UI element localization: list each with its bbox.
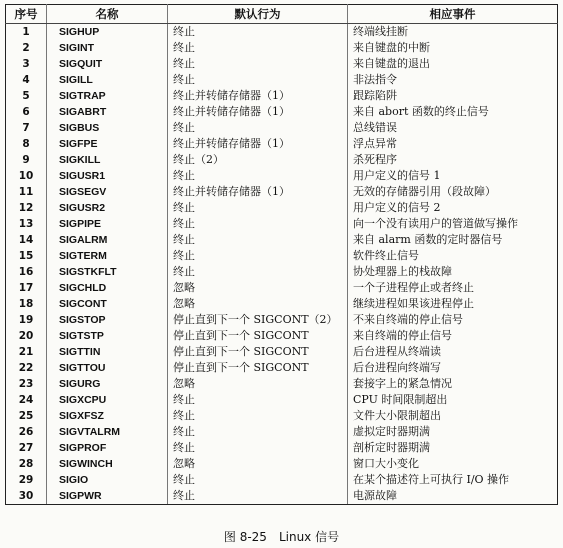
signal-name: SIGUSR1 bbox=[47, 168, 168, 184]
default-action: 终止（2） bbox=[168, 152, 348, 168]
signal-event: 来自 alarm 函数的定时器信号 bbox=[348, 232, 558, 248]
signal-name: SIGQUIT bbox=[47, 56, 168, 72]
signal-number: 14 bbox=[6, 232, 47, 248]
signal-event: 窗口大小变化 bbox=[348, 456, 558, 472]
default-action: 终止并转储存储器（1） bbox=[168, 104, 348, 120]
signal-name: SIGTRAP bbox=[47, 88, 168, 104]
signal-number: 13 bbox=[6, 216, 47, 232]
default-action: 终止并转储存储器（1） bbox=[168, 184, 348, 200]
default-action: 终止并转储存储器（1） bbox=[168, 88, 348, 104]
default-action: 终止 bbox=[168, 120, 348, 136]
default-action: 终止并转储存储器（1） bbox=[168, 136, 348, 152]
signal-event: 不来自终端的停止信号 bbox=[348, 312, 558, 328]
linux-signals-table bbox=[5, 4, 558, 505]
default-action: 终止 bbox=[168, 200, 348, 216]
signal-event: 来自键盘的退出 bbox=[348, 56, 558, 72]
table-row bbox=[6, 328, 558, 344]
table-row bbox=[6, 424, 558, 440]
signal-event: 一个子进程停止或者终止 bbox=[348, 280, 558, 296]
signal-name: SIGPWR bbox=[47, 488, 168, 505]
signal-event: 软件终止信号 bbox=[348, 248, 558, 264]
signal-number: 17 bbox=[6, 280, 47, 296]
signal-event: 无效的存储器引用（段故障） bbox=[348, 184, 558, 200]
table-row bbox=[6, 488, 558, 505]
default-action: 停止直到下一个 SIGCONT（2） bbox=[168, 312, 348, 328]
signal-number: 12 bbox=[6, 200, 47, 216]
table-row bbox=[6, 408, 558, 424]
signal-number: 19 bbox=[6, 312, 47, 328]
default-action: 忽略 bbox=[168, 456, 348, 472]
table-row bbox=[6, 184, 558, 200]
signal-number: 30 bbox=[6, 488, 47, 505]
default-action: 终止 bbox=[168, 72, 348, 88]
table-row bbox=[6, 40, 558, 56]
table-row bbox=[6, 296, 558, 312]
default-action: 终止 bbox=[168, 40, 348, 56]
signal-number: 3 bbox=[6, 56, 47, 72]
table-row bbox=[6, 72, 558, 88]
signal-name: SIGUSR2 bbox=[47, 200, 168, 216]
signal-table-wrapper bbox=[5, 4, 557, 505]
table-row bbox=[6, 456, 558, 472]
signal-number: 21 bbox=[6, 344, 47, 360]
table-row bbox=[6, 24, 558, 41]
signal-name: SIGTTIN bbox=[47, 344, 168, 360]
signal-number: 22 bbox=[6, 360, 47, 376]
signal-name: SIGTSTP bbox=[47, 328, 168, 344]
signal-number: 1 bbox=[6, 24, 47, 41]
signal-number: 11 bbox=[6, 184, 47, 200]
signal-name: SIGPROF bbox=[47, 440, 168, 456]
table-row bbox=[6, 392, 558, 408]
signal-name: SIGKILL bbox=[47, 152, 168, 168]
table-row bbox=[6, 344, 558, 360]
header-row bbox=[6, 5, 558, 24]
default-action: 忽略 bbox=[168, 296, 348, 312]
default-action: 终止 bbox=[168, 168, 348, 184]
signal-name: SIGWINCH bbox=[47, 456, 168, 472]
signal-event: 后台进程向终端写 bbox=[348, 360, 558, 376]
signal-event: 在某个描述符上可执行 I/O 操作 bbox=[348, 472, 558, 488]
signal-name: SIGILL bbox=[47, 72, 168, 88]
signal-event: 后台进程从终端读 bbox=[348, 344, 558, 360]
default-action: 停止直到下一个 SIGCONT bbox=[168, 328, 348, 344]
signal-event: 协处理器上的栈故障 bbox=[348, 264, 558, 280]
signal-event: 非法指令 bbox=[348, 72, 558, 88]
header-event: 相应事件 bbox=[348, 5, 558, 24]
table-row bbox=[6, 104, 558, 120]
signal-event: CPU 时间限制超出 bbox=[348, 392, 558, 408]
signal-event: 继续进程如果该进程停止 bbox=[348, 296, 558, 312]
table-row bbox=[6, 56, 558, 72]
default-action: 终止 bbox=[168, 232, 348, 248]
signal-name: SIGBUS bbox=[47, 120, 168, 136]
signal-name: SIGTERM bbox=[47, 248, 168, 264]
table-row bbox=[6, 200, 558, 216]
signal-event: 虚拟定时器期满 bbox=[348, 424, 558, 440]
signal-event: 电源故障 bbox=[348, 488, 558, 505]
default-action: 终止 bbox=[168, 408, 348, 424]
signal-number: 8 bbox=[6, 136, 47, 152]
signal-number: 2 bbox=[6, 40, 47, 56]
table-row bbox=[6, 440, 558, 456]
table-row bbox=[6, 232, 558, 248]
table-body bbox=[6, 24, 558, 505]
signal-event: 总线错误 bbox=[348, 120, 558, 136]
signal-event: 向一个没有读用户的管道做写操作 bbox=[348, 216, 558, 232]
default-action: 终止 bbox=[168, 216, 348, 232]
header-name: 名称 bbox=[47, 5, 168, 24]
default-action: 终止 bbox=[168, 264, 348, 280]
signal-name: SIGPIPE bbox=[47, 216, 168, 232]
header-number: 序号 bbox=[6, 5, 47, 24]
table-row bbox=[6, 248, 558, 264]
table-row bbox=[6, 216, 558, 232]
default-action: 终止 bbox=[168, 488, 348, 505]
table-row bbox=[6, 376, 558, 392]
signal-number: 6 bbox=[6, 104, 47, 120]
signal-name: SIGIO bbox=[47, 472, 168, 488]
signal-event: 文件大小限制超出 bbox=[348, 408, 558, 424]
figure-title: Linux 信号 bbox=[278, 530, 340, 544]
default-action: 终止 bbox=[168, 56, 348, 72]
signal-name: SIGINT bbox=[47, 40, 168, 56]
table-row bbox=[6, 472, 558, 488]
default-action: 忽略 bbox=[168, 376, 348, 392]
default-action: 终止 bbox=[168, 472, 348, 488]
signal-name: SIGHUP bbox=[47, 24, 168, 41]
signal-name: SIGXFSZ bbox=[47, 408, 168, 424]
signal-name: SIGTTOU bbox=[47, 360, 168, 376]
default-action: 终止 bbox=[168, 424, 348, 440]
signal-number: 24 bbox=[6, 392, 47, 408]
signal-name: SIGFPE bbox=[47, 136, 168, 152]
table-header bbox=[6, 5, 558, 24]
signal-number: 4 bbox=[6, 72, 47, 88]
default-action: 终止 bbox=[168, 392, 348, 408]
signal-event: 来自终端的停止信号 bbox=[348, 328, 558, 344]
signal-name: SIGALRM bbox=[47, 232, 168, 248]
table-row bbox=[6, 88, 558, 104]
signal-number: 5 bbox=[6, 88, 47, 104]
default-action: 终止 bbox=[168, 248, 348, 264]
signal-number: 10 bbox=[6, 168, 47, 184]
signal-event: 终端线挂断 bbox=[348, 24, 558, 41]
table-row bbox=[6, 312, 558, 328]
signal-event: 浮点异常 bbox=[348, 136, 558, 152]
signal-number: 7 bbox=[6, 120, 47, 136]
signal-name: SIGSTKFLT bbox=[47, 264, 168, 280]
signal-event: 杀死程序 bbox=[348, 152, 558, 168]
signal-name: SIGVTALRM bbox=[47, 424, 168, 440]
signal-name: SIGSEGV bbox=[47, 184, 168, 200]
table-row bbox=[6, 168, 558, 184]
signal-number: 29 bbox=[6, 472, 47, 488]
signal-number: 28 bbox=[6, 456, 47, 472]
signal-number: 25 bbox=[6, 408, 47, 424]
signal-name: SIGSTOP bbox=[47, 312, 168, 328]
figure-number: 图 8-25 bbox=[223, 530, 267, 544]
signal-number: 15 bbox=[6, 248, 47, 264]
signal-event: 来自 abort 函数的终止信号 bbox=[348, 104, 558, 120]
signal-number: 9 bbox=[6, 152, 47, 168]
table-row bbox=[6, 136, 558, 152]
signal-name: SIGXCPU bbox=[47, 392, 168, 408]
signal-event: 跟踪陷阱 bbox=[348, 88, 558, 104]
signal-event: 套接字上的紧急情况 bbox=[348, 376, 558, 392]
figure-caption bbox=[0, 528, 563, 545]
table-row bbox=[6, 120, 558, 136]
signal-number: 23 bbox=[6, 376, 47, 392]
default-action: 停止直到下一个 SIGCONT bbox=[168, 344, 348, 360]
signal-event: 用户定义的信号 2 bbox=[348, 200, 558, 216]
signal-number: 26 bbox=[6, 424, 47, 440]
default-action: 忽略 bbox=[168, 280, 348, 296]
signal-name: SIGCONT bbox=[47, 296, 168, 312]
signal-event: 用户定义的信号 1 bbox=[348, 168, 558, 184]
signal-name: SIGCHLD bbox=[47, 280, 168, 296]
default-action: 停止直到下一个 SIGCONT bbox=[168, 360, 348, 376]
signal-name: SIGABRT bbox=[47, 104, 168, 120]
table-row bbox=[6, 360, 558, 376]
signal-number: 16 bbox=[6, 264, 47, 280]
default-action: 终止 bbox=[168, 24, 348, 41]
table-row bbox=[6, 280, 558, 296]
header-default-action: 默认行为 bbox=[168, 5, 348, 24]
signal-number: 18 bbox=[6, 296, 47, 312]
default-action: 终止 bbox=[168, 440, 348, 456]
table-row bbox=[6, 264, 558, 280]
table-row bbox=[6, 152, 558, 168]
signal-number: 20 bbox=[6, 328, 47, 344]
signal-name: SIGURG bbox=[47, 376, 168, 392]
signal-event: 剖析定时器期满 bbox=[348, 440, 558, 456]
signal-event: 来自键盘的中断 bbox=[348, 40, 558, 56]
signal-number: 27 bbox=[6, 440, 47, 456]
